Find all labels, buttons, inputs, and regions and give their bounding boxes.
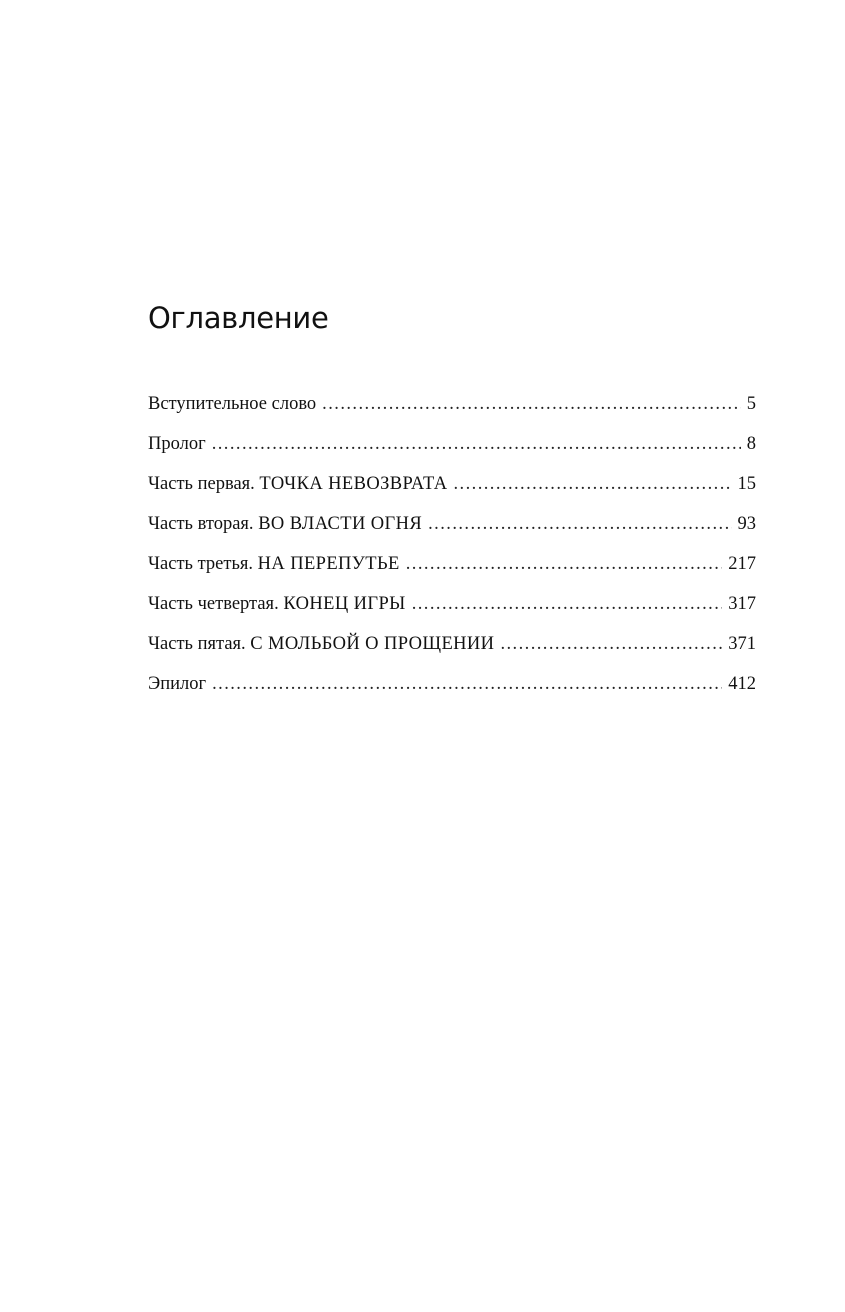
toc-entry-prefix: Часть пятая. [148,634,251,654]
toc-entry-caps: С МОЛЬБОЙ О ПРОЩЕНИИ [250,634,495,654]
toc-leader-dots [322,384,741,424]
toc-entry-page: 15 [732,464,757,504]
toc-entry [148,544,756,584]
table-of-contents [148,296,756,704]
toc-entry-label [148,544,406,584]
toc-entry-prefix: Эпилог [148,674,207,694]
toc-entry-page: 5 [741,384,756,424]
toc-entry-caps: КОНЕЦ ИГРЫ [283,594,406,614]
toc-leader-dots [212,664,722,704]
toc-leader-dots [428,504,731,544]
toc-entry-caps: ВО ВЛАСТИ ОГНЯ [258,514,423,534]
toc-leader-dots [212,424,741,464]
toc-entry-prefix: Пролог [148,434,206,454]
toc-entry-label [148,664,212,704]
toc-entry [148,384,756,424]
toc-list [148,384,756,704]
toc-entry [148,504,756,544]
toc-entry-label [148,424,212,464]
toc-entry-page: 217 [722,544,756,584]
toc-entry [148,624,756,664]
toc-entry-page: 371 [722,624,756,664]
toc-entry-page: 8 [741,424,756,464]
toc-title: Оглавление [148,301,329,335]
toc-entry-page: 93 [732,504,757,544]
toc-entry-prefix: Вступительное слово [148,394,317,414]
toc-entry [148,664,756,704]
toc-entry-label [148,584,412,624]
toc-leader-dots [454,464,732,504]
toc-entry-label [148,624,500,664]
toc-entry-caps: НА ПЕРЕПУТЬЕ [257,554,400,574]
toc-entry [148,464,756,504]
toc-entry-caps: ТОЧКА НЕВОЗВРАТА [259,474,448,494]
toc-entry-label [148,464,454,504]
toc-leader-dots [412,584,723,624]
toc-entry-page: 412 [722,664,756,704]
toc-entry [148,424,756,464]
toc-entry-page: 317 [722,584,756,624]
toc-entry [148,584,756,624]
toc-entry-prefix: Часть первая. [148,474,260,494]
toc-leader-dots [500,624,722,664]
toc-entry-prefix: Часть третья. [148,554,258,574]
toc-leader-dots [406,544,723,584]
toc-entry-prefix: Часть вторая. [148,514,259,534]
toc-entry-label [148,384,322,424]
toc-entry-label [148,504,428,544]
toc-entry-prefix: Часть четвертая. [148,594,284,614]
